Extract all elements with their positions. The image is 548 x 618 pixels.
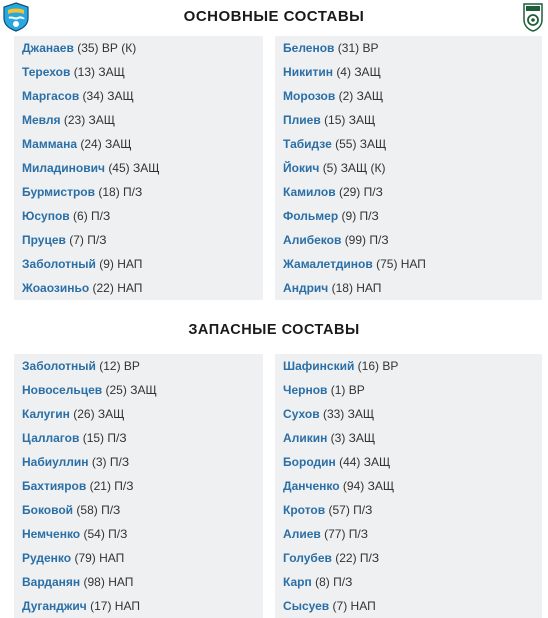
player-row <box>275 36 542 60</box>
player-number-position: (5) ЗАЩ (К) <box>322 161 386 175</box>
player-name-link[interactable]: Набиуллин <box>22 455 89 469</box>
substitutes-title: ЗАПАСНЫЕ СОСТАВЫ <box>188 322 360 338</box>
player-name-link[interactable]: Заболотный <box>22 257 96 271</box>
player-row <box>275 132 542 156</box>
player-number-position: (2) ЗАЩ <box>338 89 384 103</box>
player-number-position: (21) П/З <box>89 479 134 493</box>
player-name-link[interactable]: Табидзе <box>283 137 332 151</box>
player-name-link[interactable]: Маргасов <box>22 89 80 103</box>
player-name-link[interactable]: Беленов <box>283 41 335 55</box>
player-name-link[interactable]: Пруцев <box>22 233 66 247</box>
player-number-position: (22) П/З <box>335 551 380 565</box>
player-row <box>275 546 542 570</box>
player-row <box>14 426 263 450</box>
ufa-club-logo-icon <box>522 2 544 32</box>
player-name-link[interactable]: Карп <box>283 575 312 589</box>
player-number-position: (3) П/З <box>91 455 130 469</box>
player-number-position: (9) НАП <box>99 257 143 271</box>
player-number-position: (12) ВР <box>99 359 140 373</box>
player-row <box>14 108 263 132</box>
player-name-link[interactable]: Чернов <box>283 383 328 397</box>
player-number-position: (17) НАП <box>90 599 140 613</box>
player-number-position: (98) НАП <box>83 575 134 589</box>
player-row <box>14 546 263 570</box>
player-row <box>275 60 542 84</box>
player-number-position: (8) П/З <box>315 575 353 589</box>
player-number-position: (31) ВР <box>337 41 379 55</box>
player-row <box>14 228 263 252</box>
player-number-position: (99) П/З <box>344 233 389 247</box>
player-number-position: (55) ЗАЩ <box>335 137 387 151</box>
player-number-position: (45) ЗАЩ <box>108 161 160 175</box>
player-row <box>14 378 263 402</box>
player-name-link[interactable]: Сысуев <box>283 599 330 613</box>
player-name-link[interactable]: Камилов <box>283 185 336 199</box>
player-number-position: (16) ВР <box>357 359 399 373</box>
player-number-position: (9) П/З <box>341 209 379 223</box>
player-name-link[interactable]: Никитин <box>283 65 333 79</box>
player-row <box>14 522 263 546</box>
player-row <box>14 354 263 378</box>
player-number-position: (1) ВР <box>330 383 365 397</box>
player-number-position: (33) ЗАЩ <box>322 407 375 421</box>
main-lineups-title: ОСНОВНЫЕ СОСТАВЫ <box>183 8 365 25</box>
player-number-position: (15) ЗАЩ <box>324 113 376 127</box>
player-number-position: (6) П/З <box>73 209 111 223</box>
player-number-position: (23) ЗАЩ <box>63 113 116 127</box>
player-number-position: (35) ВР (К) <box>77 41 137 55</box>
player-row <box>275 180 542 204</box>
away-substitutes-column <box>275 354 542 618</box>
player-row <box>14 276 263 300</box>
player-row <box>275 204 542 228</box>
player-name-link[interactable]: Новосельцев <box>22 383 103 397</box>
player-number-position: (15) П/З <box>82 431 127 445</box>
player-row <box>14 204 263 228</box>
player-row <box>14 402 263 426</box>
player-name-link[interactable]: Жоаозиньо <box>22 281 90 295</box>
player-number-position: (54) П/З <box>83 527 128 541</box>
player-row <box>275 450 542 474</box>
player-name-link[interactable]: Алиев <box>283 527 321 541</box>
player-row <box>14 474 263 498</box>
player-name-link[interactable]: Шафинский <box>283 359 355 373</box>
player-row <box>275 156 542 180</box>
player-name-link[interactable]: Фольмер <box>283 209 339 223</box>
player-number-position: (94) ЗАЩ <box>342 479 395 493</box>
player-name-link[interactable]: Юсупов <box>22 209 70 223</box>
player-name-link[interactable]: Плиев <box>283 113 321 127</box>
player-row <box>275 276 542 300</box>
player-number-position: (18) П/З <box>98 185 143 199</box>
player-row <box>275 228 542 252</box>
lineups-header <box>0 0 548 36</box>
player-name-link[interactable]: Терехов <box>22 65 71 79</box>
player-name-link[interactable]: Немченко <box>22 527 81 541</box>
player-number-position: (26) ЗАЩ <box>73 407 125 421</box>
player-number-position: (57) П/З <box>328 503 373 517</box>
player-row <box>14 180 263 204</box>
player-name-link[interactable]: Маммана <box>22 137 78 151</box>
player-number-position: (44) ЗАЩ <box>339 455 391 469</box>
player-number-position: (18) НАП <box>331 281 382 295</box>
player-row <box>275 522 542 546</box>
player-name-link[interactable]: Заболотный <box>22 359 96 373</box>
player-row <box>14 36 263 60</box>
player-number-position: (3) ЗАЩ <box>330 431 376 445</box>
player-row <box>14 156 263 180</box>
player-number-position: (79) НАП <box>74 551 125 565</box>
player-row <box>14 594 263 618</box>
player-name-link[interactable]: Бурмистров <box>22 185 95 199</box>
player-number-position: (4) ЗАЩ <box>336 65 381 79</box>
player-number-position: (7) НАП <box>332 599 376 613</box>
player-name-link[interactable]: Цаллагов <box>22 431 80 445</box>
player-name-link[interactable]: Руденко <box>22 551 72 565</box>
player-row <box>14 498 263 522</box>
player-name-link[interactable]: Голубев <box>283 551 332 565</box>
player-row <box>275 378 542 402</box>
home-substitutes-column <box>14 354 263 618</box>
player-number-position: (34) ЗАЩ <box>82 89 134 103</box>
player-row <box>275 108 542 132</box>
player-number-position: (7) П/З <box>69 233 107 247</box>
player-number-position: (25) ЗАЩ <box>105 383 157 397</box>
player-name-link[interactable]: Сухов <box>283 407 320 421</box>
player-name-link[interactable]: Данченко <box>283 479 340 493</box>
home-lineup-column <box>14 36 263 300</box>
player-row <box>275 354 542 378</box>
player-row <box>275 474 542 498</box>
player-row <box>275 402 542 426</box>
away-lineup-column <box>275 36 542 300</box>
player-row <box>14 84 263 108</box>
player-name-link[interactable]: Боковой <box>22 503 74 517</box>
player-name-link[interactable]: Миладинович <box>22 161 105 175</box>
player-name-link[interactable]: Дуганджич <box>22 599 87 613</box>
player-name-link[interactable]: Аликин <box>283 431 328 445</box>
player-row <box>14 252 263 276</box>
player-name-link[interactable]: Мевля <box>22 113 61 127</box>
player-name-link[interactable]: Морозов <box>283 89 336 103</box>
player-name-link[interactable]: Андрич <box>283 281 329 295</box>
substitute-lineups <box>0 354 548 618</box>
player-name-link[interactable]: Бородин <box>283 455 336 469</box>
player-row <box>275 594 542 618</box>
player-number-position: (24) ЗАЩ <box>80 137 132 151</box>
player-name-link[interactable]: Йокич <box>283 161 320 175</box>
player-name-link[interactable]: Кротов <box>283 503 326 517</box>
player-name-link[interactable]: Джанаев <box>22 41 74 55</box>
player-row <box>275 252 542 276</box>
player-row <box>14 570 263 594</box>
player-row <box>275 84 542 108</box>
player-row <box>14 450 263 474</box>
player-row <box>14 132 263 156</box>
player-name-link[interactable]: Алибеков <box>283 233 342 247</box>
player-number-position: (13) ЗАЩ <box>73 65 125 79</box>
player-number-position: (77) П/З <box>324 527 368 541</box>
player-name-link[interactable]: Жамалетдинов <box>283 257 373 271</box>
player-row <box>14 60 263 84</box>
player-name-link[interactable]: Варданян <box>22 575 81 589</box>
player-number-position: (22) НАП <box>92 281 143 295</box>
player-number-position: (58) П/З <box>76 503 121 517</box>
player-row <box>275 570 542 594</box>
player-row <box>275 426 542 450</box>
player-name-link[interactable]: Бахтияров <box>22 479 87 493</box>
main-lineups <box>0 36 548 300</box>
player-row <box>275 498 542 522</box>
player-number-position: (29) П/З <box>338 185 383 199</box>
player-name-link[interactable]: Калугин <box>22 407 70 421</box>
player-number-position: (75) НАП <box>376 257 426 271</box>
